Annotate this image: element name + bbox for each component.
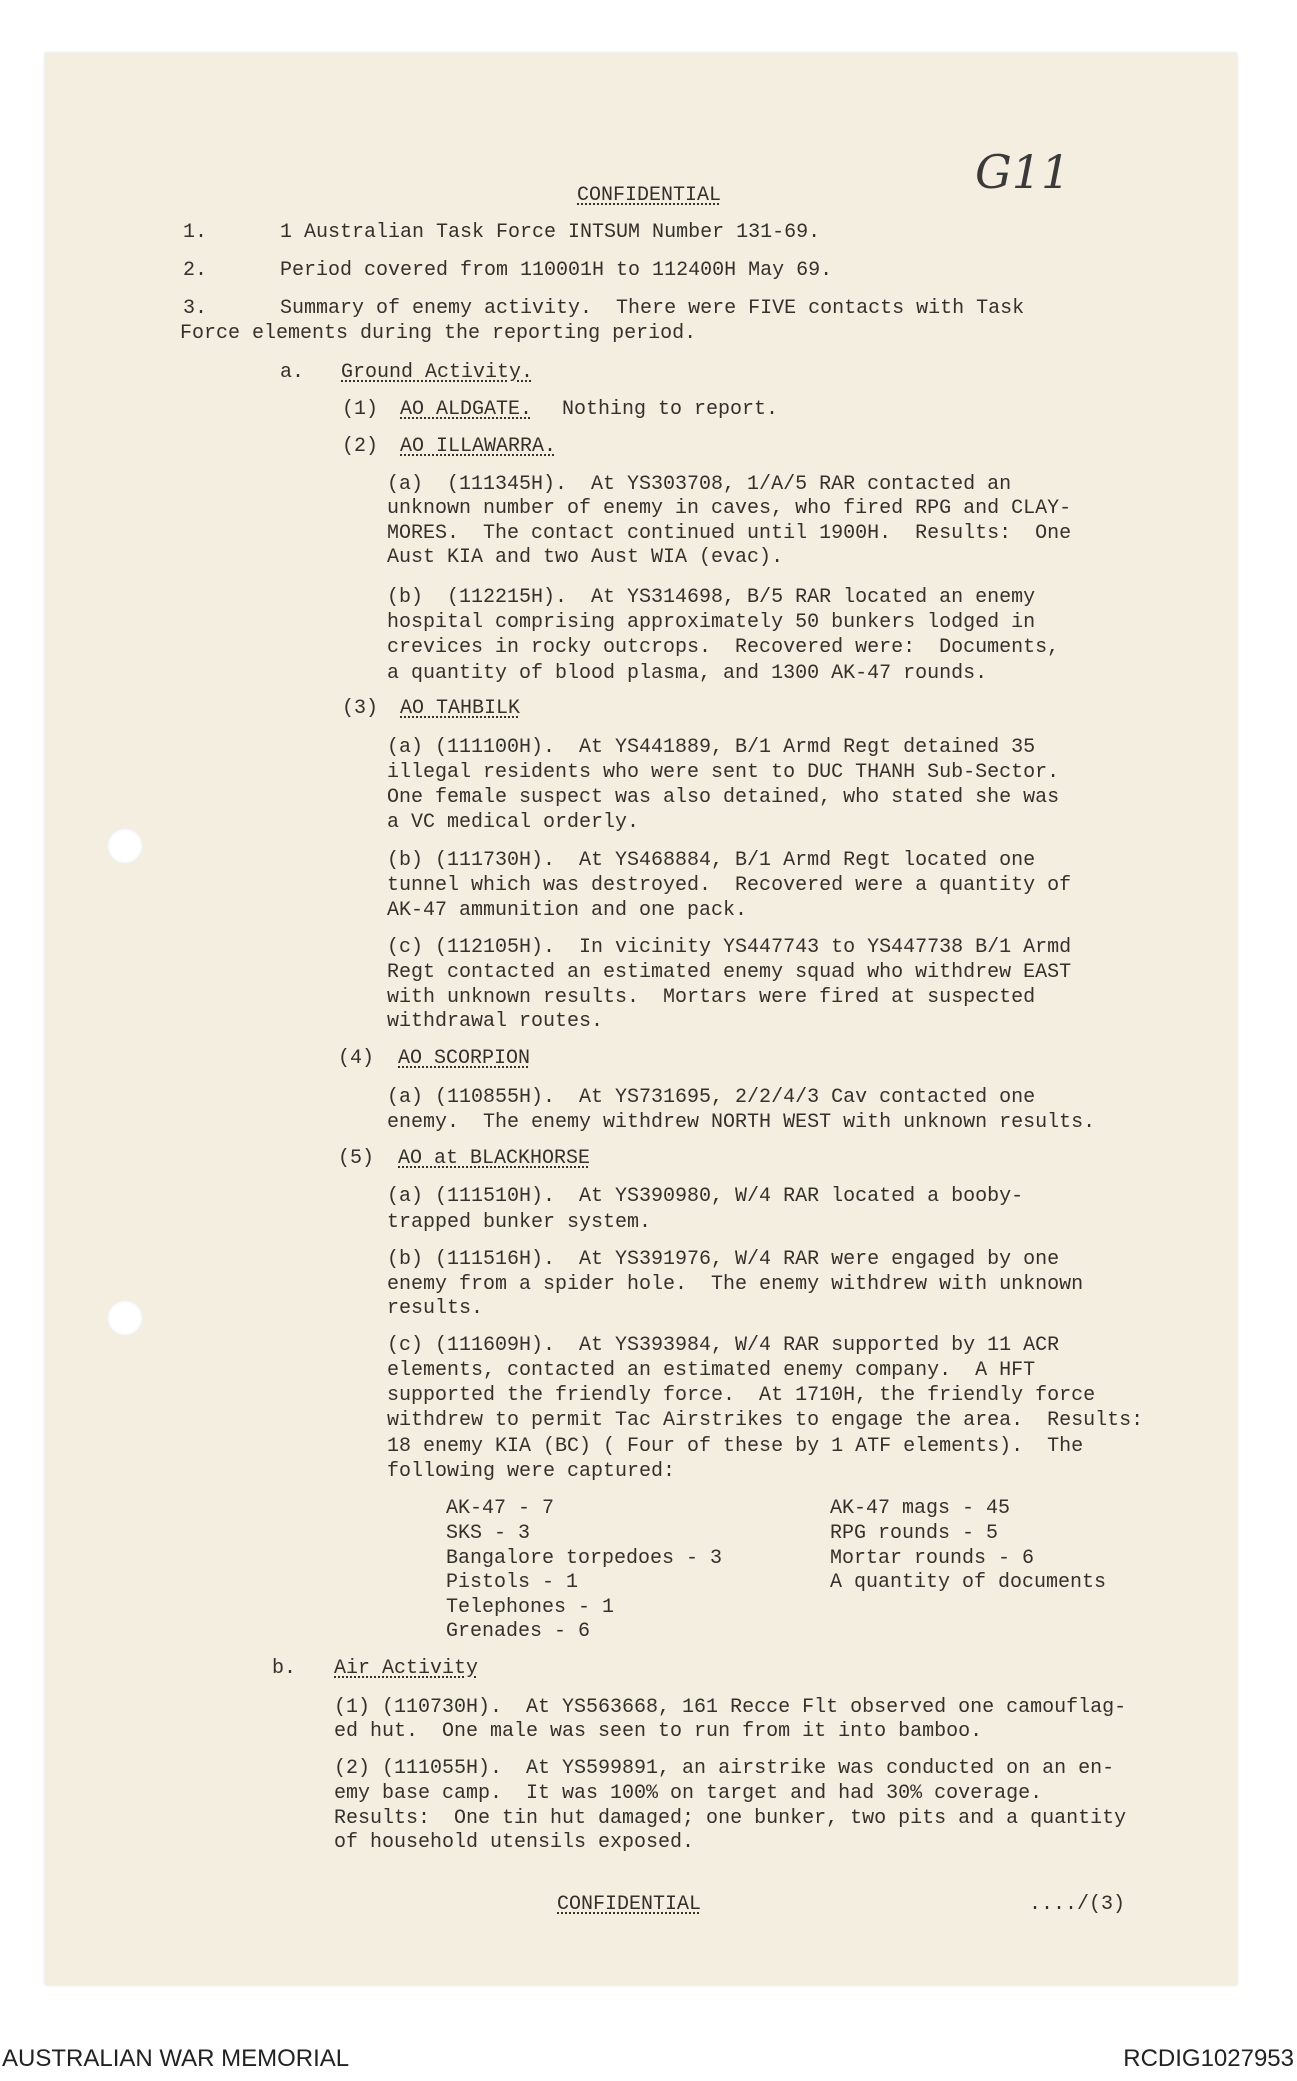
continuation-marker: ..../(3) (1029, 1893, 1126, 1916)
captured-item: Bangalore torpedoes - 3 (446, 1547, 723, 1570)
classification-footer: CONFIDENTIAL (557, 1893, 702, 1916)
ao-heading: AO SCORPION (398, 1047, 531, 1070)
paragraph-line: emy base camp. It was 100% on target and had 30% coverage. (334, 1782, 1043, 1805)
paragraph-line: withdrawal routes. (387, 1010, 604, 1033)
ao-number: (2) (342, 435, 379, 458)
section-letter: b. (272, 1657, 297, 1680)
paragraph-line: AK-47 ammunition and one pack. (387, 899, 748, 922)
paragraph-line: hospital comprising approximately 50 bunkers lodged in (387, 611, 1036, 634)
archive-reference-id: RCDIG1027953 (1123, 2045, 1294, 2072)
paragraph-line: One female suspect was also detained, who stated she was (387, 786, 1060, 809)
paragraph-line: 18 enemy KIA (BC) ( Four of these by 1 ATF elements). The (387, 1435, 1084, 1458)
paragraph-line: (a) (111100H). At YS441889, B/1 Armd Regt detained 35 (387, 736, 1036, 759)
paragraph-line: (a) (111345H). At YS303708, 1/A/5 RAR contacted an (387, 473, 1012, 496)
paragraph-line: Results: One tin hut damaged; one bunker, two pits and a quantity (334, 1807, 1127, 1830)
captured-item: AK-47 mags - 45 (830, 1497, 1011, 1520)
item-number: 2. (183, 259, 208, 282)
paragraph-line: trapped bunker system. (387, 1211, 652, 1234)
section-letter: a. (280, 361, 305, 384)
paragraph-line: (a) (111510H). At YS390980, W/4 RAR located a booby- (387, 1185, 1024, 1208)
paragraph-line: enemy from a spider hole. The enemy withdrew with unknown (387, 1273, 1084, 1296)
ao-heading: AO ILLAWARRA. (400, 435, 557, 458)
captured-item: Pistols - 1 (446, 1571, 579, 1594)
paragraph-line: (c) (111609H). At YS393984, W/4 RAR supported by 11 ACR (387, 1334, 1060, 1357)
paragraph-line: MORES. The contact continued until 1900H. Results: One (387, 522, 1072, 545)
paragraph-line: ed hut. One male was seen to run from it into bamboo. (334, 1720, 983, 1743)
paragraph-line: results. (387, 1297, 484, 1320)
paragraph-line: a VC medical orderly. (387, 811, 640, 834)
paragraph-line: Aust KIA and two Aust WIA (evac). (387, 546, 784, 569)
ao-number: (5) (338, 1147, 375, 1170)
section-heading: Air Activity (334, 1657, 479, 1680)
paragraph-line: crevices in rocky outcrops. Recovered were: Documents, (387, 636, 1060, 659)
item-number: 3. (183, 297, 208, 320)
paragraph-line: a quantity of blood plasma, and 1300 AK-47 rounds. (387, 662, 988, 685)
paragraph-line: (2) (111055H). At YS599891, an airstrike was conducted on an en- (334, 1757, 1115, 1780)
paragraph-line: elements, contacted an estimated enemy company. A HFT (387, 1359, 1036, 1382)
ao-number: (1) (342, 398, 379, 421)
section-heading: Ground Activity. (341, 361, 534, 384)
paragraph-line: with unknown results. Mortars were fired at suspected (387, 986, 1036, 1009)
paragraph-line: supported the friendly force. At 1710H, the friendly force (387, 1384, 1096, 1407)
captured-item: Mortar rounds - 6 (830, 1547, 1035, 1570)
captured-item: Grenades - 6 (446, 1620, 591, 1643)
captured-item: AK-47 - 7 (446, 1497, 555, 1520)
paragraph-line: (a) (110855H). At YS731695, 2/2/4/3 Cav contacted one (387, 1086, 1036, 1109)
paragraph-line: (b) (111516H). At YS391976, W/4 RAR were engaged by one (387, 1248, 1060, 1271)
paragraph-line: (b) (112215H). At YS314698, B/5 RAR located an enemy (387, 586, 1036, 609)
paragraph-line: illegal residents who were sent to DUC THANH Sub-Sector. (387, 761, 1060, 784)
punch-hole (107, 1300, 143, 1336)
ao-heading: AO ALDGATE. (400, 398, 533, 421)
captured-item: SKS - 3 (446, 1522, 531, 1545)
ao-heading: AO TAHBILK (400, 697, 521, 720)
punch-hole (107, 828, 143, 864)
paragraph-line: Regt contacted an estimated enemy squad who withdrew EAST (387, 961, 1072, 984)
captured-item: Telephones - 1 (446, 1596, 615, 1619)
item-number: 1. (183, 221, 208, 244)
ao-number: (4) (338, 1047, 375, 1070)
handwritten-folio-number: G11 (975, 145, 1071, 199)
archive-credit: AUSTRALIAN WAR MEMORIAL (2, 2045, 350, 2072)
captured-item: RPG rounds - 5 (830, 1522, 999, 1545)
item-text: Force elements during the reporting period. (180, 322, 697, 345)
ao-number: (3) (342, 697, 379, 720)
paragraph-line: tunnel which was destroyed. Recovered were a quantity of (387, 874, 1072, 897)
paragraph-line: unknown number of enemy in caves, who fired RPG and CLAY- (387, 497, 1072, 520)
item-text: Summary of enemy activity. There were FIVE contacts with Task (280, 297, 1025, 320)
item-text: Period covered from 110001H to 112400H May 69. (280, 259, 833, 282)
ao-heading: AO at BLACKHORSE (398, 1147, 591, 1170)
classification-header: CONFIDENTIAL (577, 184, 722, 207)
paragraph-line: of household utensils exposed. (334, 1831, 695, 1854)
paragraph-line: enemy. The enemy withdrew NORTH WEST with unknown results. (387, 1111, 1096, 1134)
captured-item: A quantity of documents (830, 1571, 1107, 1594)
paragraph-line: (c) (112105H). In vicinity YS447743 to YS447738 B/1 Armd (387, 936, 1072, 959)
paragraph-line: (1) (110730H). At YS563668, 161 Recce Flt observed one camouflag- (334, 1696, 1127, 1719)
paragraph-line: following were captured: (387, 1460, 676, 1483)
ao-note: Nothing to report. (562, 398, 779, 421)
paragraph-line: (b) (111730H). At YS468884, B/1 Armd Regt located one (387, 849, 1036, 872)
paragraph-line: withdrew to permit Tac Airstrikes to engage the area. Results: (387, 1409, 1144, 1432)
item-text: 1 Australian Task Force INTSUM Number 131-69. (280, 221, 821, 244)
